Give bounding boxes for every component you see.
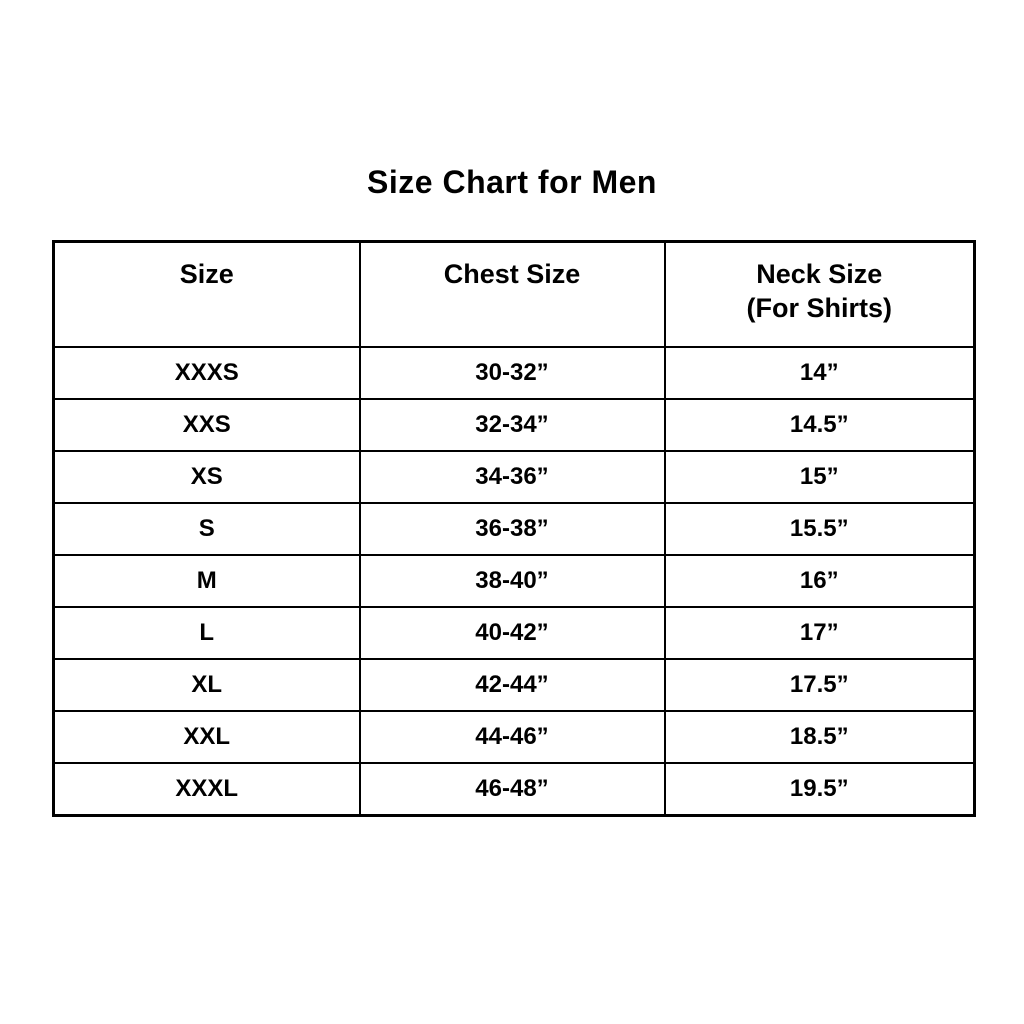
column-header-size (54, 242, 360, 348)
table-cell: XXS (54, 399, 360, 451)
table-row (54, 399, 975, 451)
table-cell: XXXS (54, 347, 360, 399)
table-cell: 44-46” (360, 711, 665, 763)
table-cell: 32-34” (360, 399, 665, 451)
table-cell: 46-48” (360, 763, 665, 816)
column-header-label: Neck Size (756, 259, 883, 289)
column-header-label: Size (179, 259, 234, 289)
table-cell: XS (54, 451, 360, 503)
table-cell: XL (54, 659, 360, 711)
table-cell: 36-38” (360, 503, 665, 555)
table-cell: M (54, 555, 360, 607)
table-row (54, 711, 975, 763)
table-row (54, 555, 975, 607)
table-cell: S (54, 503, 360, 555)
column-header-chest-size (360, 242, 665, 348)
table-row (54, 659, 975, 711)
table-cell: 30-32” (360, 347, 665, 399)
table-cell: 19.5” (665, 763, 975, 816)
table-cell: 34-36” (360, 451, 665, 503)
column-header-sublabel: (For Shirts) (746, 293, 892, 323)
page-title: Size Chart for Men (367, 164, 657, 200)
table-cell: 15” (665, 451, 975, 503)
table-row (54, 503, 975, 555)
table-cell: 17.5” (665, 659, 975, 711)
table-row (54, 607, 975, 659)
table-cell: 16” (665, 555, 975, 607)
size-chart-table (52, 240, 976, 817)
table-cell: 14” (665, 347, 975, 399)
table-row (54, 347, 975, 399)
table-cell: 40-42” (360, 607, 665, 659)
table-cell: 42-44” (360, 659, 665, 711)
table-cell: 18.5” (665, 711, 975, 763)
table-row (54, 451, 975, 503)
table-header (54, 242, 975, 348)
table-cell: L (54, 607, 360, 659)
table-cell: XXXL (54, 763, 360, 816)
table-cell: 17” (665, 607, 975, 659)
table-cell: XXL (54, 711, 360, 763)
table-cell: 15.5” (665, 503, 975, 555)
header-row (54, 242, 975, 348)
table-cell: 38-40” (360, 555, 665, 607)
column-header-neck-size (665, 242, 975, 348)
table-row (54, 763, 975, 816)
table-body (54, 347, 975, 816)
column-header-label: Chest Size (443, 259, 581, 289)
table-cell: 14.5” (665, 399, 975, 451)
